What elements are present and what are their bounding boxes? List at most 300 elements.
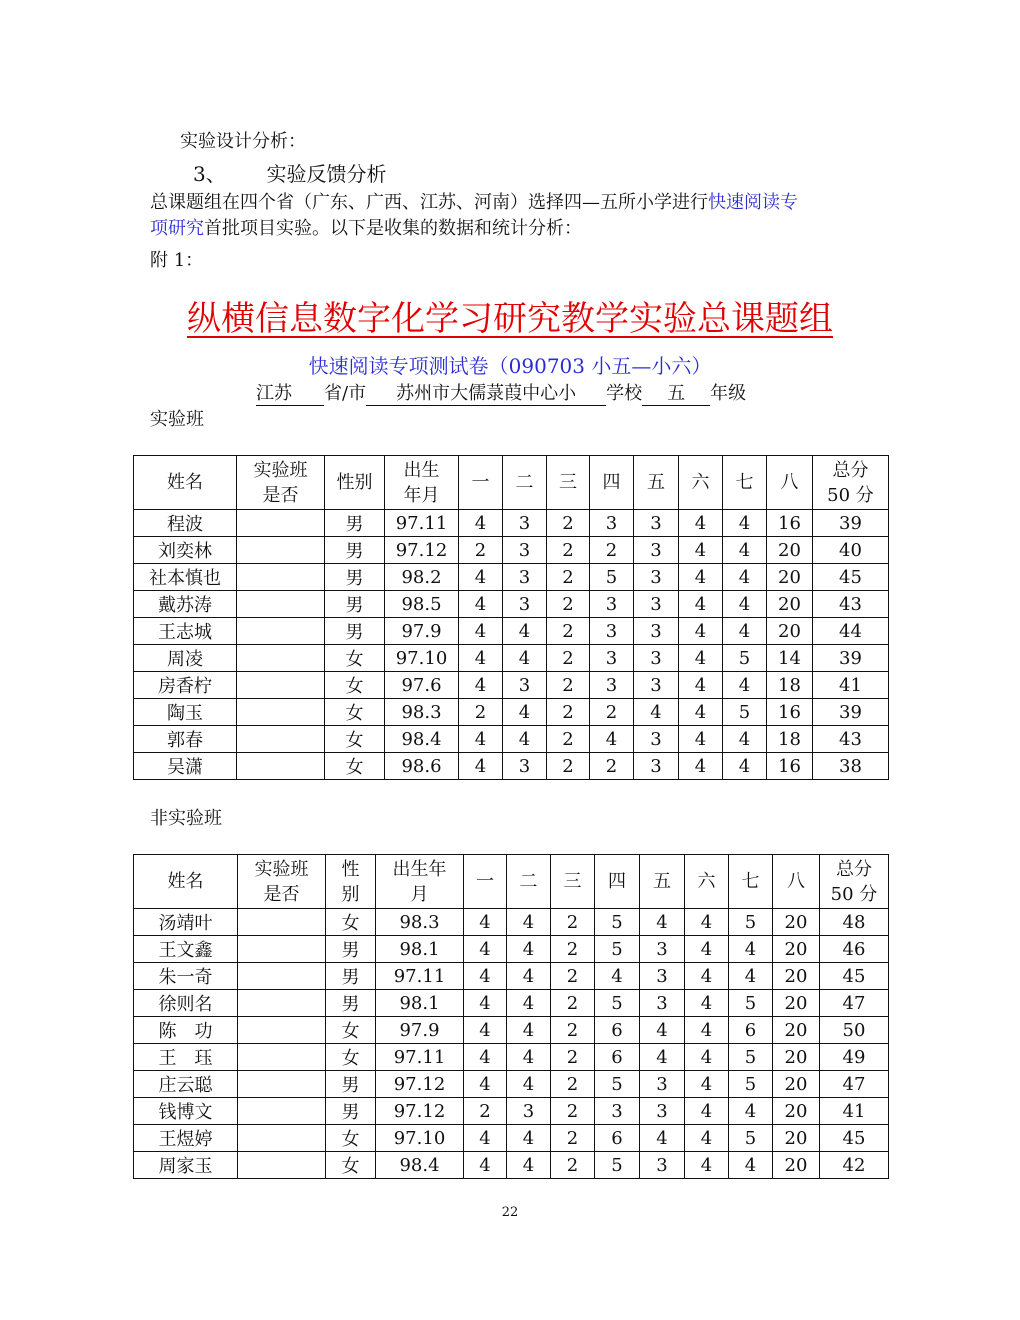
table-cell: 42 bbox=[820, 1152, 889, 1179]
table-cell: 4 bbox=[679, 591, 723, 618]
table-cell: 4 bbox=[729, 936, 773, 963]
table-cell: 5 bbox=[729, 909, 773, 936]
table-cell: 2 bbox=[547, 753, 590, 780]
table-cell: 5 bbox=[729, 990, 773, 1017]
table-row bbox=[134, 618, 889, 645]
table-cell bbox=[237, 510, 325, 537]
table-cell: 97.11 bbox=[385, 510, 459, 537]
table-cell: 2 bbox=[590, 753, 634, 780]
table-cell: 4 bbox=[507, 909, 551, 936]
table-cell: 5 bbox=[590, 564, 634, 591]
student-name-cell: 陶玉 bbox=[134, 699, 237, 726]
table-cell: 男 bbox=[326, 1071, 376, 1098]
table-cell: 4 bbox=[640, 909, 685, 936]
table-cell: 98.5 bbox=[385, 591, 459, 618]
table-cell: 4 bbox=[595, 963, 640, 990]
student-name-cell: 周凌 bbox=[134, 645, 237, 672]
table-cell: 4 bbox=[459, 672, 503, 699]
table-cell: 男 bbox=[325, 564, 385, 591]
table-row bbox=[134, 726, 889, 753]
column-header: 七 bbox=[723, 456, 767, 510]
table-cell: 2 bbox=[551, 1125, 595, 1152]
table-cell: 4 bbox=[464, 1017, 507, 1044]
table-cell: 4 bbox=[507, 1017, 551, 1044]
table-cell: 49 bbox=[820, 1044, 889, 1071]
table-cell: 2 bbox=[464, 1098, 507, 1125]
table-cell: 2 bbox=[551, 936, 595, 963]
table-cell: 2 bbox=[551, 1152, 595, 1179]
section-title: 实验反馈分析 bbox=[266, 162, 387, 186]
table-cell: 97.11 bbox=[376, 1044, 464, 1071]
table-cell bbox=[237, 618, 325, 645]
intro-paragraph-line-1 bbox=[150, 188, 798, 214]
table-cell: 5 bbox=[729, 1125, 773, 1152]
table-cell: 6 bbox=[595, 1125, 640, 1152]
table-cell: 97.9 bbox=[385, 618, 459, 645]
table-row bbox=[134, 672, 889, 699]
table-cell bbox=[237, 564, 325, 591]
table-row bbox=[134, 909, 889, 936]
table-cell: 3 bbox=[640, 1098, 685, 1125]
grade-value: 五 bbox=[642, 383, 710, 406]
table-row bbox=[134, 753, 889, 780]
table-row bbox=[134, 591, 889, 618]
table-cell: 3 bbox=[590, 645, 634, 672]
student-name-cell: 王煜婷 bbox=[134, 1125, 238, 1152]
table-cell: 2 bbox=[551, 1044, 595, 1071]
student-name-cell: 刘奕林 bbox=[134, 537, 237, 564]
table-cell: 女 bbox=[325, 726, 385, 753]
column-header: 五 bbox=[640, 855, 685, 909]
column-header: 一 bbox=[459, 456, 503, 510]
table-cell bbox=[237, 537, 325, 564]
experimental-scores-table bbox=[133, 455, 889, 780]
column-header: 三 bbox=[547, 456, 590, 510]
table-cell: 6 bbox=[595, 1044, 640, 1071]
table-cell: 4 bbox=[685, 1017, 729, 1044]
table-cell: 3 bbox=[503, 672, 547, 699]
table-row bbox=[134, 963, 889, 990]
column-header: 一 bbox=[464, 855, 507, 909]
table-cell: 3 bbox=[640, 990, 685, 1017]
table-cell: 4 bbox=[723, 618, 767, 645]
table-cell: 女 bbox=[325, 699, 385, 726]
column-header: 性 别 bbox=[326, 855, 376, 909]
table-cell: 3 bbox=[634, 672, 679, 699]
table-cell bbox=[238, 1125, 326, 1152]
table-cell: 3 bbox=[640, 1071, 685, 1098]
table-cell: 4 bbox=[459, 726, 503, 753]
table-cell: 女 bbox=[325, 753, 385, 780]
table-cell: 20 bbox=[773, 936, 820, 963]
table-cell: 97.10 bbox=[376, 1125, 464, 1152]
table-row bbox=[134, 1152, 889, 1179]
table-cell: 45 bbox=[813, 564, 889, 591]
student-name-cell: 陈 功 bbox=[134, 1017, 238, 1044]
table-cell: 女 bbox=[326, 1152, 376, 1179]
table-cell: 39 bbox=[813, 510, 889, 537]
column-header: 二 bbox=[503, 456, 547, 510]
column-header: 姓名 bbox=[134, 456, 237, 510]
table-cell: 女 bbox=[326, 1017, 376, 1044]
table-cell: 97.6 bbox=[385, 672, 459, 699]
column-header: 出生 年月 bbox=[385, 456, 459, 510]
table-cell: 20 bbox=[773, 963, 820, 990]
table-cell: 14 bbox=[767, 645, 813, 672]
table-row bbox=[134, 510, 889, 537]
table-cell: 4 bbox=[507, 1071, 551, 1098]
table-cell: 女 bbox=[326, 909, 376, 936]
table-cell: 5 bbox=[729, 1044, 773, 1071]
student-name-cell: 汤靖叶 bbox=[134, 909, 238, 936]
table-cell: 98.1 bbox=[376, 990, 464, 1017]
table-cell: 男 bbox=[325, 591, 385, 618]
table-cell: 4 bbox=[679, 645, 723, 672]
province-value: 江苏 bbox=[256, 383, 324, 406]
table-cell: 97.12 bbox=[376, 1071, 464, 1098]
table-cell: 3 bbox=[634, 591, 679, 618]
column-header: 四 bbox=[590, 456, 634, 510]
table-cell: 5 bbox=[729, 1071, 773, 1098]
table-cell: 3 bbox=[507, 1098, 551, 1125]
table-cell: 4 bbox=[503, 618, 547, 645]
table-cell: 2 bbox=[459, 699, 503, 726]
table-cell: 4 bbox=[464, 909, 507, 936]
student-name-cell: 钱博文 bbox=[134, 1098, 238, 1125]
table-cell: 4 bbox=[729, 1152, 773, 1179]
column-header: 性别 bbox=[325, 456, 385, 510]
table-cell: 3 bbox=[590, 672, 634, 699]
table-cell: 4 bbox=[723, 564, 767, 591]
table-cell: 4 bbox=[679, 537, 723, 564]
student-name-cell: 朱一奇 bbox=[134, 963, 238, 990]
table-cell: 97.9 bbox=[376, 1017, 464, 1044]
table-cell: 5 bbox=[595, 1071, 640, 1098]
table-cell: 18 bbox=[767, 672, 813, 699]
project-link-cont[interactable]: 项研究 bbox=[150, 218, 204, 239]
column-header: 实验班 是否 bbox=[237, 456, 325, 510]
column-header: 五 bbox=[634, 456, 679, 510]
table-cell: 98.4 bbox=[385, 726, 459, 753]
appendix-label: 附 1： bbox=[150, 250, 204, 271]
column-header: 八 bbox=[767, 456, 813, 510]
table-cell: 2 bbox=[459, 537, 503, 564]
table-cell: 2 bbox=[547, 726, 590, 753]
table-cell: 47 bbox=[820, 990, 889, 1017]
table-cell: 2 bbox=[547, 618, 590, 645]
table-row bbox=[134, 1125, 889, 1152]
student-name-cell: 王志城 bbox=[134, 618, 237, 645]
table-cell: 2 bbox=[547, 672, 590, 699]
table-cell: 3 bbox=[634, 726, 679, 753]
table-cell: 5 bbox=[595, 936, 640, 963]
table-cell: 4 bbox=[679, 726, 723, 753]
table-cell: 2 bbox=[551, 1071, 595, 1098]
table-cell: 46 bbox=[820, 936, 889, 963]
intro-text-cont: 首批项目实验。以下是收集的数据和统计分析： bbox=[204, 218, 582, 239]
table-cell: 女 bbox=[325, 645, 385, 672]
table-cell: 男 bbox=[326, 963, 376, 990]
table-cell: 4 bbox=[679, 510, 723, 537]
table-cell: 20 bbox=[773, 1152, 820, 1179]
school-info-line bbox=[256, 379, 746, 406]
table-cell: 4 bbox=[679, 564, 723, 591]
table-cell: 女 bbox=[326, 1044, 376, 1071]
student-name-cell: 王 珏 bbox=[134, 1044, 238, 1071]
experimental-class-label: 实验班 bbox=[150, 409, 204, 430]
table-cell: 4 bbox=[459, 645, 503, 672]
table-cell: 男 bbox=[326, 990, 376, 1017]
table-cell: 16 bbox=[767, 510, 813, 537]
table-cell: 50 bbox=[820, 1017, 889, 1044]
table-cell: 4 bbox=[685, 909, 729, 936]
table-cell: 98.3 bbox=[385, 699, 459, 726]
student-name-cell: 徐则名 bbox=[134, 990, 238, 1017]
table-cell: 2 bbox=[551, 1098, 595, 1125]
table-cell: 4 bbox=[464, 990, 507, 1017]
table-cell: 3 bbox=[640, 963, 685, 990]
table-cell: 4 bbox=[507, 936, 551, 963]
table-cell: 20 bbox=[773, 1125, 820, 1152]
student-name-cell: 吴潇 bbox=[134, 753, 237, 780]
table-cell: 4 bbox=[723, 537, 767, 564]
table-cell: 4 bbox=[459, 564, 503, 591]
table-cell: 20 bbox=[773, 1071, 820, 1098]
table-cell: 39 bbox=[813, 645, 889, 672]
test-title: 快速阅读专项测试卷（090703 小五—小六） bbox=[308, 354, 712, 378]
table-cell: 4 bbox=[507, 963, 551, 990]
column-header: 总分 50 分 bbox=[813, 456, 889, 510]
table-cell bbox=[238, 1017, 326, 1044]
student-name-cell: 戴苏涛 bbox=[134, 591, 237, 618]
table-cell: 2 bbox=[547, 564, 590, 591]
control-class-label: 非实验班 bbox=[150, 808, 222, 829]
table-cell: 5 bbox=[595, 990, 640, 1017]
table-cell: 3 bbox=[503, 564, 547, 591]
table-cell bbox=[237, 672, 325, 699]
table-cell: 4 bbox=[503, 726, 547, 753]
table-cell: 4 bbox=[640, 1017, 685, 1044]
table-row bbox=[134, 1044, 889, 1071]
table-cell bbox=[238, 1044, 326, 1071]
table-cell: 3 bbox=[595, 1098, 640, 1125]
table-cell: 4 bbox=[459, 591, 503, 618]
table-cell: 3 bbox=[634, 645, 679, 672]
table-cell: 4 bbox=[634, 699, 679, 726]
table-cell: 4 bbox=[685, 1125, 729, 1152]
table-cell bbox=[238, 909, 326, 936]
intro-text: 总课题组在四个省（广东、广西、江苏、河南）选择四—五所小学进行 bbox=[150, 192, 708, 213]
table-cell: 43 bbox=[813, 591, 889, 618]
table-cell: 20 bbox=[773, 909, 820, 936]
table-cell: 2 bbox=[551, 909, 595, 936]
table-cell: 4 bbox=[464, 1044, 507, 1071]
column-header: 八 bbox=[773, 855, 820, 909]
table-cell: 4 bbox=[685, 1098, 729, 1125]
column-header: 七 bbox=[729, 855, 773, 909]
column-header: 二 bbox=[507, 855, 551, 909]
table-cell bbox=[238, 963, 326, 990]
table-cell bbox=[238, 936, 326, 963]
table-cell: 20 bbox=[773, 990, 820, 1017]
table-cell: 4 bbox=[503, 645, 547, 672]
table-cell: 2 bbox=[547, 537, 590, 564]
table-cell bbox=[237, 726, 325, 753]
table-cell: 3 bbox=[590, 618, 634, 645]
table-cell: 2 bbox=[551, 963, 595, 990]
table-cell bbox=[238, 1071, 326, 1098]
table-cell: 4 bbox=[459, 753, 503, 780]
table-cell: 4 bbox=[464, 1071, 507, 1098]
table-cell: 4 bbox=[459, 510, 503, 537]
table-cell: 4 bbox=[723, 753, 767, 780]
table-cell: 40 bbox=[813, 537, 889, 564]
table-cell: 女 bbox=[326, 1125, 376, 1152]
page-number: 22 bbox=[501, 1205, 519, 1220]
table-cell: 38 bbox=[813, 753, 889, 780]
table-cell: 4 bbox=[723, 591, 767, 618]
student-name-cell: 庄云聪 bbox=[134, 1071, 238, 1098]
table-cell: 3 bbox=[590, 510, 634, 537]
table-cell: 5 bbox=[723, 699, 767, 726]
table-cell bbox=[238, 990, 326, 1017]
table-cell: 4 bbox=[685, 963, 729, 990]
table-cell: 4 bbox=[640, 1125, 685, 1152]
table-cell: 4 bbox=[679, 672, 723, 699]
table-row bbox=[134, 1071, 889, 1098]
table-cell: 4 bbox=[590, 726, 634, 753]
table-cell bbox=[237, 699, 325, 726]
table-cell: 98.6 bbox=[385, 753, 459, 780]
table-cell: 4 bbox=[685, 1071, 729, 1098]
column-header: 实验班 是否 bbox=[238, 855, 326, 909]
table-cell: 4 bbox=[503, 699, 547, 726]
table-cell: 39 bbox=[813, 699, 889, 726]
table-cell: 2 bbox=[590, 699, 634, 726]
column-header: 出生年 月 bbox=[376, 855, 464, 909]
table-cell: 4 bbox=[507, 1152, 551, 1179]
province-label: 省/市 bbox=[324, 383, 367, 404]
student-name-cell: 房香柠 bbox=[134, 672, 237, 699]
table-cell: 3 bbox=[503, 591, 547, 618]
control-scores-table bbox=[133, 854, 889, 1179]
table-cell: 3 bbox=[503, 510, 547, 537]
table-cell: 97.12 bbox=[385, 537, 459, 564]
design-analysis-label: 实验设计分析： bbox=[180, 131, 306, 152]
table-cell: 4 bbox=[679, 618, 723, 645]
table-cell: 2 bbox=[547, 645, 590, 672]
table-cell: 20 bbox=[767, 537, 813, 564]
table-cell bbox=[237, 591, 325, 618]
table-cell: 男 bbox=[325, 618, 385, 645]
table-cell: 45 bbox=[820, 963, 889, 990]
table-cell bbox=[238, 1152, 326, 1179]
table-cell: 6 bbox=[595, 1017, 640, 1044]
table-cell: 4 bbox=[507, 1044, 551, 1071]
school-label: 学校 bbox=[606, 383, 643, 404]
table-cell: 6 bbox=[729, 1017, 773, 1044]
table-row bbox=[134, 1098, 889, 1125]
table-cell: 5 bbox=[595, 909, 640, 936]
table-cell: 4 bbox=[679, 699, 723, 726]
table-header-row bbox=[134, 456, 889, 510]
table-row bbox=[134, 564, 889, 591]
table-cell: 43 bbox=[813, 726, 889, 753]
table-cell: 3 bbox=[634, 618, 679, 645]
table-cell: 4 bbox=[685, 1152, 729, 1179]
table-cell: 5 bbox=[723, 645, 767, 672]
table-cell: 3 bbox=[634, 510, 679, 537]
table-cell: 98.3 bbox=[376, 909, 464, 936]
column-header: 六 bbox=[679, 456, 723, 510]
table-cell: 3 bbox=[640, 936, 685, 963]
table-cell: 4 bbox=[679, 753, 723, 780]
table-cell: 男 bbox=[325, 537, 385, 564]
table-row bbox=[134, 537, 889, 564]
table-cell: 3 bbox=[503, 753, 547, 780]
section-heading bbox=[193, 158, 386, 187]
table-cell: 16 bbox=[767, 699, 813, 726]
table-cell: 4 bbox=[685, 1044, 729, 1071]
table-cell: 97.11 bbox=[376, 963, 464, 990]
table-cell: 3 bbox=[503, 537, 547, 564]
table-cell: 女 bbox=[325, 672, 385, 699]
table-cell: 97.12 bbox=[376, 1098, 464, 1125]
table-cell: 男 bbox=[326, 1098, 376, 1125]
table-cell: 4 bbox=[464, 963, 507, 990]
column-header: 姓名 bbox=[134, 855, 238, 909]
project-link[interactable]: 快速阅读专 bbox=[708, 192, 798, 213]
table-cell: 2 bbox=[547, 591, 590, 618]
school-value: 苏州市大儒菉葭中心小 bbox=[366, 383, 606, 406]
table-cell: 2 bbox=[551, 990, 595, 1017]
column-header: 六 bbox=[685, 855, 729, 909]
table-cell: 20 bbox=[773, 1044, 820, 1071]
student-name-cell: 郭春 bbox=[134, 726, 237, 753]
table-cell: 4 bbox=[640, 1044, 685, 1071]
table-cell: 3 bbox=[640, 1152, 685, 1179]
table-cell: 4 bbox=[464, 1152, 507, 1179]
table-cell bbox=[238, 1098, 326, 1125]
column-header: 四 bbox=[595, 855, 640, 909]
table-cell: 4 bbox=[723, 726, 767, 753]
table-cell: 4 bbox=[723, 510, 767, 537]
table-cell: 98.4 bbox=[376, 1152, 464, 1179]
table-cell: 41 bbox=[813, 672, 889, 699]
table-cell: 48 bbox=[820, 909, 889, 936]
table-cell: 45 bbox=[820, 1125, 889, 1152]
table-cell: 2 bbox=[590, 537, 634, 564]
table-cell: 41 bbox=[820, 1098, 889, 1125]
table-cell: 5 bbox=[595, 1152, 640, 1179]
table-cell: 男 bbox=[326, 936, 376, 963]
table-cell: 4 bbox=[464, 936, 507, 963]
intro-paragraph-line-2 bbox=[150, 214, 582, 240]
student-name-cell: 程波 bbox=[134, 510, 237, 537]
table-cell: 47 bbox=[820, 1071, 889, 1098]
table-row bbox=[134, 990, 889, 1017]
table-cell: 3 bbox=[634, 753, 679, 780]
table-cell: 98.1 bbox=[376, 936, 464, 963]
table-cell: 20 bbox=[773, 1017, 820, 1044]
table-cell: 男 bbox=[325, 510, 385, 537]
student-name-cell: 周家玉 bbox=[134, 1152, 238, 1179]
table-cell: 3 bbox=[634, 564, 679, 591]
student-name-cell: 社本慎也 bbox=[134, 564, 237, 591]
grade-label: 年级 bbox=[710, 383, 747, 404]
table-cell: 97.10 bbox=[385, 645, 459, 672]
table-cell bbox=[237, 753, 325, 780]
